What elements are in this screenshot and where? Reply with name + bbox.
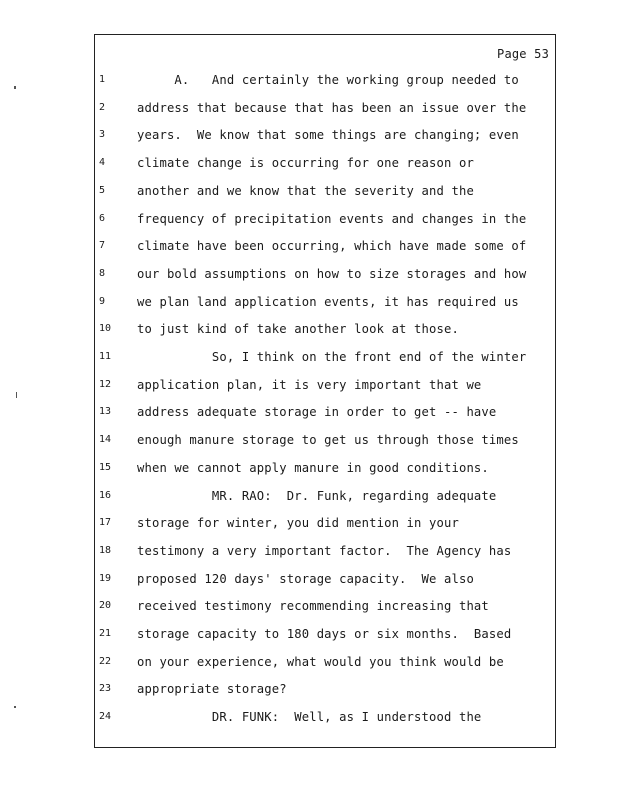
line-number: 23 [99, 683, 112, 695]
line-number: 18 [99, 544, 112, 556]
transcript-line: address adequate storage in order to get -- have [137, 405, 497, 420]
line-number: 20 [99, 600, 112, 612]
line-number: 15 [99, 461, 112, 473]
transcript-line: received testimony recommending increasing that [137, 599, 489, 614]
line-number: 6 [99, 212, 106, 224]
transcript-line: another and we know that the severity and the [137, 183, 474, 198]
scan-speck [14, 706, 16, 708]
line-number: 21 [99, 628, 112, 639]
transcript-line: enough manure storage to get us through those times [137, 433, 519, 448]
line-number: 13 [99, 406, 112, 418]
line-number: 10 [99, 323, 112, 335]
line-number: 22 [99, 655, 112, 667]
transcript-line: climate change is occurring for one reason or [137, 156, 474, 171]
transcript-page [94, 34, 556, 748]
line-number: 4 [99, 157, 106, 169]
line-number: 12 [99, 378, 112, 390]
transcript-line: storage for winter, you did mention in your [137, 516, 459, 531]
transcript-line: to just kind of take another look at those. [137, 322, 459, 337]
scan-speck [16, 392, 17, 398]
transcript-line: So, I think on the front end of the winter [137, 350, 527, 364]
line-number: 16 [99, 489, 112, 501]
line-number: 19 [99, 572, 112, 584]
transcript-line: appropriate storage? [137, 682, 287, 697]
transcript-line: address that because that has been an issue over the [137, 100, 527, 115]
transcript-line: we plan land application events, it has required us [137, 294, 519, 309]
page-number: Page 53 [497, 47, 549, 61]
transcript-line: MR. RAO: Dr. Funk, regarding adequate [137, 488, 497, 503]
line-number: 1 [99, 74, 106, 85]
line-number: 3 [99, 129, 106, 141]
line-number: 5 [99, 184, 106, 196]
transcript-line: DR. FUNK: Well, as I understood the [137, 710, 482, 725]
line-number: 11 [99, 351, 112, 362]
line-number: 17 [99, 517, 112, 529]
transcript-line: our bold assumptions on how to size storages and how [137, 266, 527, 281]
line-number: 2 [99, 101, 106, 113]
transcript-line: A. And certainly the working group needed to [137, 73, 519, 87]
scan-speck [14, 86, 16, 89]
line-number: 9 [99, 295, 106, 307]
line-number: 7 [99, 240, 106, 252]
line-number: 14 [99, 434, 112, 446]
transcript-line: when we cannot apply manure in good conditions. [137, 460, 489, 475]
transcript-line: storage capacity to 180 days or six months. Based [137, 627, 512, 641]
line-number: 8 [99, 267, 106, 279]
transcript-line: years. We know that some things are changing; even [137, 128, 519, 143]
transcript-line: application plan, it is very important that we [137, 377, 482, 392]
line-number: 24 [99, 711, 112, 723]
transcript-line: proposed 120 days' storage capacity. We also [137, 571, 474, 586]
transcript-line: on your experience, what would you think would be [137, 654, 504, 669]
transcript-line: frequency of precipitation events and changes in the [137, 211, 527, 226]
transcript-line: testimony a very important factor. The Agency has [137, 543, 512, 558]
transcript-line: climate have been occurring, which have made some of [137, 239, 527, 254]
